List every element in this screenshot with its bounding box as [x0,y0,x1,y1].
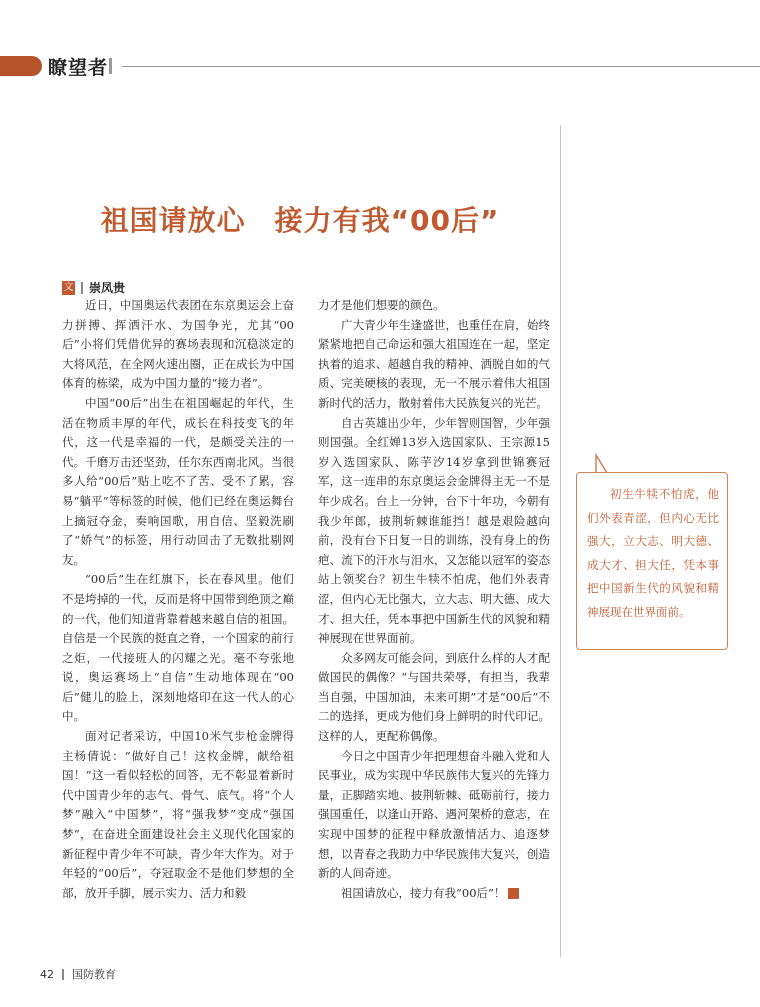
paragraph: 力才是他们想要的颜色。 [318,298,445,312]
section-title-divider [109,58,112,74]
column-divider [560,125,561,957]
paragraph: 众多网友可能会问，到底什么样的人才配做国民的偶像？“与国共荣辱，有担当，我辈当自强，中国加油，未来可期”才是“00后”不二的选择，更成为他们身上鲜明的时代印记。这样的人，更配称偶像。 [318,650,550,744]
paragraph: 今日之中国青少年把理想奋斗融入党和人民事业，成为实现中华民族伟大复兴的先锋力量，正脚踏实地、披荆斩棘、砥砺前行，接力强国重任，以逢山开路、遇河架桥的意志，在实现中国梦的征程中释放激情活力、追逐梦想，以青春之我助力中华民族伟大复兴，创造新的人间奇迹。 [318,748,550,881]
page-footer [40,966,116,982]
paragraph: 近日，中国奥运代表团在东京奥运会上奋力拼搏、挥洒汗水、为国争光，尤其“00后”小将们凭借优异的赛场表现和沉稳淡定的大将风范，在全网火速出圈，正在成长为中国体育的栋梁，成为中国力量的“接力者”。 [62,298,294,391]
article-column-left [62,296,294,903]
paragraph: “00后”生在红旗下，长在春风里。他们不是垮掉的一代，反而是将中国带到绝顶之巅的一代，他们知道背靠着越来越自信的祖国。自信是一个民族的挺直之脊，一个国家的前行之炬，一代接班人的闪耀之光。毫不夸张地说，奥运赛场上“自信”生动地体现在“00后”健儿的脸上，深刻地烙印在这一代人的心中。 [62,572,294,724]
paragraph: 自古英雄出少年，少年智则国智，少年强则国强。全红婵13岁入选国家队、王宗源15岁入选国家队、陈芋汐14岁拿到世锦赛冠军，这一连串的东京奥运会金牌得主无一不是年少成名。台上一分钟，台下十年功，今朝有我少年郎，披荆斩棘谁能挡！越是艰险越向前，没有台下日复一日的训练，没有身上的伤疤、流下的汗水与泪水，又怎能以冠军的姿态站上领奖台？初生牛犊不怕虎，他们外表青涩，但内心无比强大，立大志、明大德、成大才、担大任，凭本事把中国新生代的风貌和精神展现在世界面前。 [318,415,550,646]
pull-quote: 初生牛犊不怕虎，他们外表青涩，但内心无比强大，立大志、明大德、成大才、担大任，凭本事把中国新生代的风貌和精神展现在世界面前。 [576,472,728,650]
paragraph: 广大青少年生逢盛世，也重任在肩，始终紧紧地把自己命运和强大祖国连在一起，坚定执着的追求、超越自我的精神、洒脱自如的气质、完美硬核的表现，无一不展示着伟大祖国新时代的活力，散射着伟大民族复兴的光芒。 [318,317,550,410]
speech-bubble-tail-icon [594,453,608,473]
page-number: 42 [40,967,54,981]
paragraph: 中国“00后”出生在祖国崛起的年代，生活在物质丰厚的年代，成长在科技变飞的年代，这一代是幸福的一代，是颇受关注的一代。千磨万击还坚劲，任尔东西南北风。当很多人给“00后”贴上吃不了苦、受不了累，容易“躺平”等标签的时候，他们已经在奥运舞台上摘冠夺金，奏响国歌，用自信、坚毅洗刷了“娇气”的标签，用行动回击了无数批剔网友。 [62,395,294,567]
footer-divider [62,969,64,980]
closing-text: 祖国请放心，接力有我“00后”！ [341,885,506,900]
closing-paragraph [318,884,550,904]
paragraph: 面对记者采访，中国10米气步枪金牌得主杨倩说：“做好自己！这枚金牌，献给祖国！”这一看似轻松的回答，无不彰显着新时代中国青少年的志气、骨气、底气。将“个人梦”融入“中国梦”，将“强我梦”变成“强国梦”，在奋进全面建设社会主义现代化国家的新征程中青少年不可缺，青少年大作为。对于年轻的“00后”，夺冠取金不是他们梦想的全部，放开手脚，展示实力、活力和毅 [62,729,294,900]
byline-divider [81,282,83,294]
magazine-name: 国防教育 [72,968,116,981]
section-header-bar [0,56,42,76]
end-mark-icon: G [508,888,519,899]
article-title: 祖国请放心 接力有我“00后” [100,203,500,237]
byline-author: 崇凤贵 [89,281,126,295]
header-rule [122,66,760,67]
byline-badge: 文 [63,281,74,293]
section-title: 瞭望者 [48,57,109,79]
article-column-right [318,296,550,903]
byline [62,279,125,296]
